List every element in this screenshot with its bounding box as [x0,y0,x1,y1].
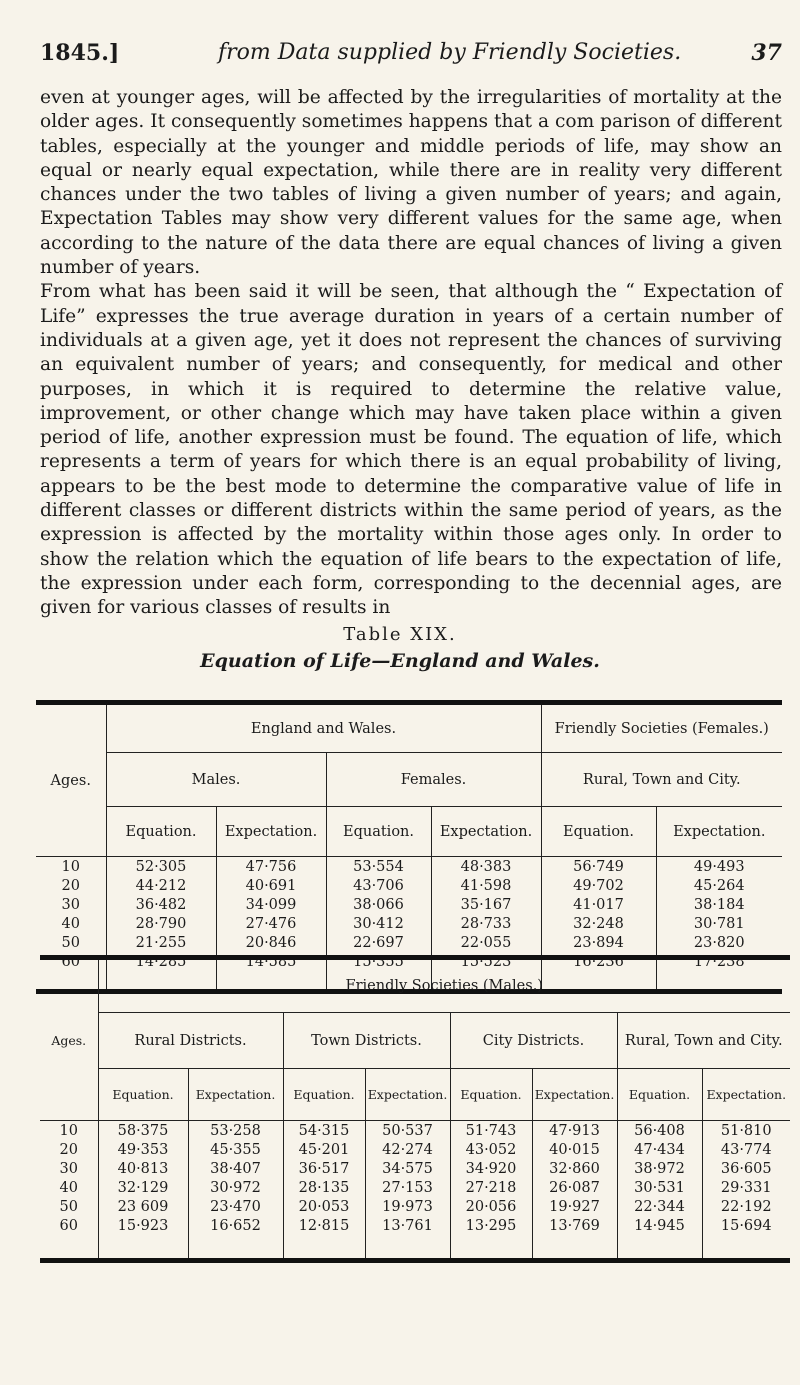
town-expectation-column [365,1121,450,1261]
table-cell: 60 [61,954,80,970]
table-cell: 20 [59,1142,78,1158]
table-cell: 19·927 [549,1199,600,1215]
friendly-females-header: Friendly Societies (Females.) [541,703,782,753]
table-cell: 30 [61,897,80,913]
col-expectation: Expectation. [702,1069,790,1121]
females-header: Females. [326,753,541,807]
table-cell: 20·053 [298,1199,350,1215]
paragraph-2: From what has been said it will be seen, that although the “ Expectation of Life” expresses the true average duration in years of a certain number of individuals at a given age, yet it does not represent the chances of surviving an equivalent number of years; and consequently, for medical and other purposes, in which it is required to determine the relative value, improvement, or other change which may have taken place within a given period of life, another expression must be found. The equation of life, which represents a term of years for which there is an equal probability of living, appears to be the best mode to determine the comparative value of life in different classes or different districts within the same period of years, as the expression is affected by the mortality within those ages only. In order to show the relation which the equation of life bears to the expectation of life, the expression under each form, corresponding to the decennial ages, are given for various classes of results in [40,281,782,619]
table-cell: 23 609 [117,1199,169,1215]
table-cell: 22·192 [720,1199,772,1215]
table-cell: 23·470 [210,1199,261,1215]
table-cell: 36·605 [720,1161,772,1177]
table-cell: 13·769 [549,1218,600,1234]
table-subtitle: Equation of Life—England and Wales. [200,650,600,672]
table-cell: 45·264 [693,878,745,894]
table-cell: 43·774 [720,1142,772,1158]
header-year: 1845.] [40,40,120,66]
table-cell: 14·945 [634,1218,685,1234]
table-cell: 13·295 [465,1218,517,1234]
table-cell: 20·056 [465,1199,517,1215]
ages-header: Ages. [50,772,91,789]
table-cell: 38·066 [353,897,404,913]
col-equation: Equation. [98,1069,188,1121]
col-expectation: Expectation. [188,1069,283,1121]
table-cell: 26·087 [549,1180,600,1196]
table-cell: 13·761 [382,1218,433,1234]
table-cell: 16·236 [573,954,624,970]
table-cell: 14·285 [135,954,187,970]
table-friendly-males [40,955,790,1263]
table-england-wales [36,700,782,994]
table-cell: 44·212 [135,878,187,894]
table-cell: 23·820 [693,935,745,951]
table-cell: 35·167 [460,897,512,913]
table-cell: 30·531 [634,1180,685,1196]
table-cell: 28·733 [460,916,512,932]
ages-column [40,1121,98,1261]
friendly-males-header: Friendly Societies (Males.) [98,958,790,1013]
table-cell: 22·055 [460,935,512,951]
table-cell: 21·255 [135,935,187,951]
table-cell: 49·353 [117,1142,169,1158]
table-cell: 38·184 [693,897,745,913]
rtc-equation-column [617,1121,702,1261]
table-cell: 34·099 [245,897,297,913]
rtc-header: Rural, Town and City. [541,753,782,807]
table-cell: 56·408 [634,1123,685,1139]
rtc-header: Rural, Town and City. [617,1013,790,1069]
town-equation-column [283,1121,365,1261]
running-header [40,40,782,80]
table-cell: 19·973 [382,1199,433,1215]
table-cell: 47·756 [245,859,297,875]
table-cell: 15·523 [460,954,512,970]
table-cell: 50 [59,1199,78,1215]
table-cell: 38·407 [210,1161,261,1177]
table-cell: 15·923 [117,1218,169,1234]
paragraph-1: even at younger ages, will be affected by the irregularities of mortality at the older ages. It consequently sometimes happens that a com parison of different tables, especially at the younger and middle periods of life, may show an equal or nearly equal expectation, while there are in reality very different chances under the two tables of living a given number of years; and again, Expectation Tables may show very different values for the same age, when according to the nature of the data there are equal chances of living a given number of years. [40,87,782,279]
table-cell: 40·691 [245,878,297,894]
table-cell: 47·913 [549,1123,600,1139]
table-cell: 29·331 [720,1180,772,1196]
col-expectation: Expectation. [216,807,326,857]
table-cell: 36·482 [135,897,187,913]
table-cell: 58·375 [117,1123,169,1139]
table-cell: 16·652 [210,1218,261,1234]
col-equation: Equation. [106,807,216,857]
table-cell: 49·493 [693,859,745,875]
col-equation: Equation. [617,1069,702,1121]
table-cell: 40·015 [549,1142,600,1158]
table-cell: 51·810 [720,1123,772,1139]
table-cell: 56·749 [573,859,624,875]
col-equation: Equation. [283,1069,365,1121]
table-cell: 28·135 [298,1180,350,1196]
table-cell: 30·412 [353,916,404,932]
table-cell: 15·694 [720,1218,772,1234]
table-cell: 45·201 [298,1142,350,1158]
table-cell: 48·383 [460,859,512,875]
col-equation: Equation. [326,807,431,857]
table-cell: 22·344 [634,1199,685,1215]
table-cell: 60 [59,1218,78,1234]
table-cell: 12·815 [298,1218,350,1234]
table-cell: 28·790 [135,916,187,932]
table-cell: 32·129 [117,1180,169,1196]
rural-expectation-column [188,1121,283,1261]
table-cell: 14·585 [245,954,297,970]
table-cell: 40 [61,916,80,932]
table-cell: 45·355 [210,1142,261,1158]
table-cell: 27·153 [382,1180,433,1196]
table-cell: 20·846 [245,935,297,951]
table-cell: 34·920 [465,1161,517,1177]
england-wales-header: England and Wales. [106,703,541,753]
table-cell: 15·355 [353,954,404,970]
table-cell: 51·743 [465,1123,517,1139]
ages-header: Ages. [51,1032,87,1048]
city-equation-column [450,1121,532,1261]
rural-equation-column [98,1121,188,1261]
col-expectation: Expectation. [365,1069,450,1121]
table-cell: 17·238 [693,954,745,970]
table-cell: 41·598 [460,878,512,894]
table-cell: 10 [61,859,80,875]
header-title: from Data supplied by Friendly Societies. [218,40,682,65]
page-number: 37 [751,40,782,66]
col-expectation: Expectation. [431,807,541,857]
table-cell: 30·781 [693,916,745,932]
table-cell: 22·697 [353,935,404,951]
body-text [40,86,782,621]
col-expectation: Expectation. [532,1069,617,1121]
table-cell: 10 [59,1123,78,1139]
table-cell: 27·476 [245,916,297,932]
rtc-expectation-column [702,1121,790,1261]
table-cell: 53·258 [210,1123,261,1139]
table-cell: 49·702 [573,878,624,894]
table-cell: 38·972 [634,1161,685,1177]
table-cell: 40 [59,1180,78,1196]
town-districts-header: Town Districts. [283,1013,450,1069]
table-cell: 43·706 [353,878,404,894]
table-cell: 53·554 [353,859,404,875]
table-cell: 30 [59,1161,78,1177]
table-cell: 54·315 [298,1123,350,1139]
city-expectation-column [532,1121,617,1261]
table-cell: 20 [61,878,80,894]
table-cell: 40·813 [117,1161,169,1177]
table-label: Table XIX. [343,624,457,645]
table-cell: 23·894 [573,935,624,951]
table-cell: 47·434 [634,1142,685,1158]
table-cell: 43·052 [465,1142,517,1158]
city-districts-header: City Districts. [450,1013,617,1069]
rural-districts-header: Rural Districts. [98,1013,283,1069]
table-cell: 42·274 [382,1142,433,1158]
table-cell: 32·860 [549,1161,600,1177]
col-equation: Equation. [541,807,656,857]
table-cell: 27·218 [465,1180,517,1196]
col-expectation: Expectation. [656,807,782,857]
table-cell: 52·305 [135,859,187,875]
table-cell: 36·517 [298,1161,350,1177]
col-equation: Equation. [450,1069,532,1121]
males-header: Males. [106,753,326,807]
table-cell: 50·537 [382,1123,433,1139]
table-cell: 41·017 [573,897,624,913]
table-cell: 34·575 [382,1161,433,1177]
table-cell: 30·972 [210,1180,261,1196]
table-cell: 50 [61,935,80,951]
table-cell: 32·248 [573,916,624,932]
